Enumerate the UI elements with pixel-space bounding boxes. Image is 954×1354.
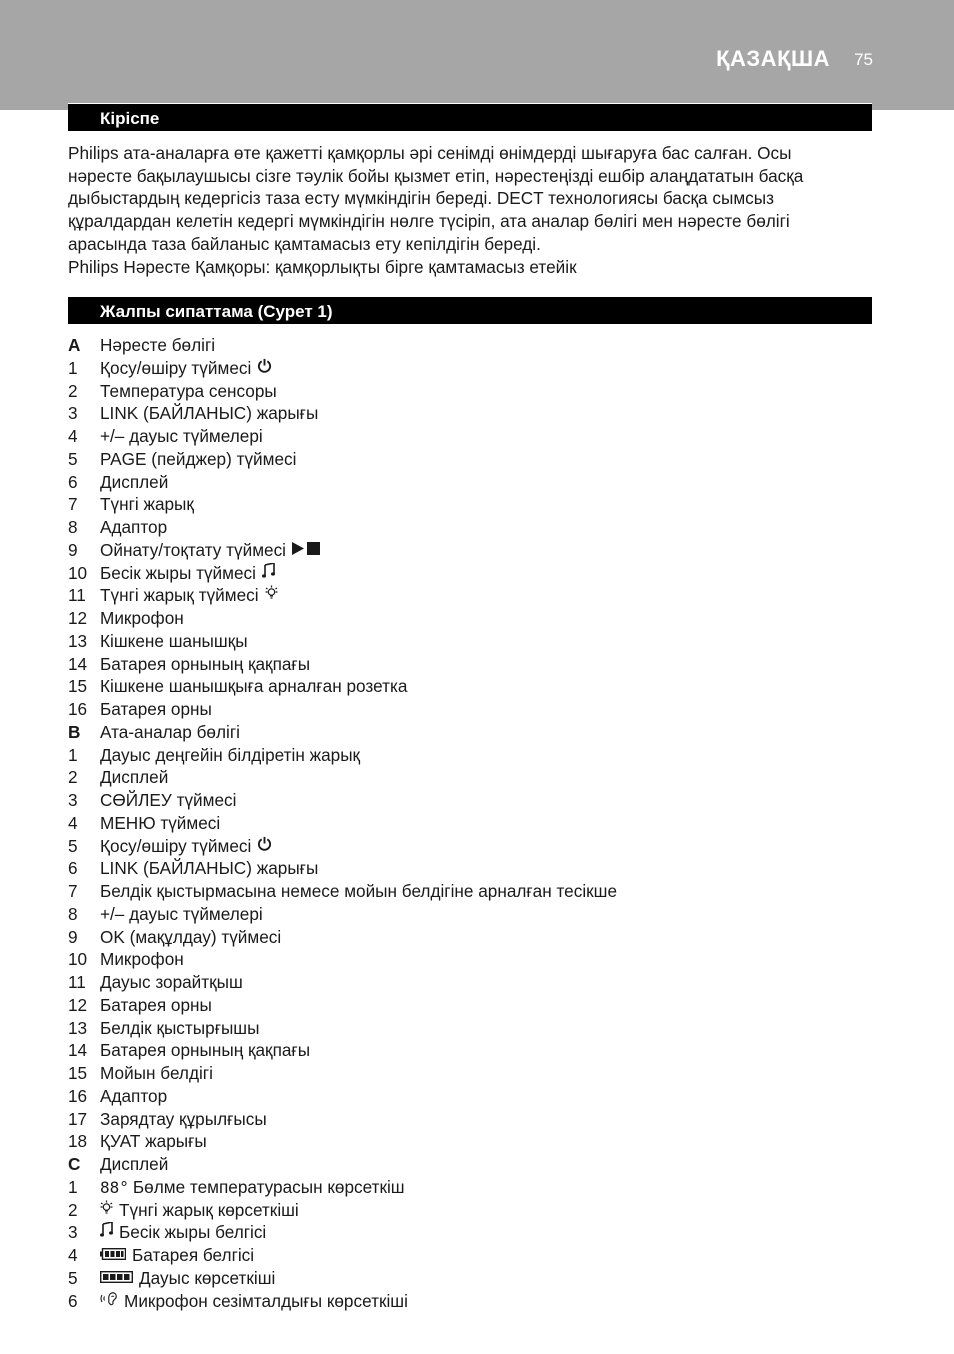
item-number: 4 <box>68 426 78 446</box>
item-number: 3 <box>68 403 78 424</box>
item-text <box>100 493 194 516</box>
item-text <box>100 380 277 403</box>
item-text <box>100 766 168 789</box>
item-label: Дауыс зорайтқыш <box>100 972 243 992</box>
section-heading-description: Жалпы сипаттама (Сурет 1) <box>68 296 872 324</box>
list-item <box>68 334 888 357</box>
item-label: +/– дауыс түймелері <box>100 903 263 924</box>
item-number: 6 <box>68 471 78 492</box>
item-label: PAGE (пейджер) түймесі <box>100 448 297 469</box>
item-number: 5 <box>68 448 78 469</box>
item-number: 16 <box>68 1085 88 1106</box>
list-item <box>68 584 888 607</box>
intro-paragraph <box>68 142 868 278</box>
item-text <box>100 994 212 1017</box>
list-item <box>68 789 888 812</box>
night-light-icon <box>100 1198 113 1221</box>
item-number: 9 <box>68 926 78 947</box>
item-text <box>100 357 272 380</box>
section-heading-intro: Кіріспе <box>68 103 872 131</box>
item-number: 17 <box>68 1108 88 1129</box>
list-item <box>68 766 888 789</box>
item-number: 4 <box>68 812 78 833</box>
group-letter: C <box>68 1154 81 1174</box>
item-label: Батарея орнының қақпағы <box>100 653 311 674</box>
item-label: СӨЙЛЕУ түймесі <box>100 790 237 810</box>
item-label: Дауыс көрсеткіші <box>139 1267 276 1288</box>
mic-sensitivity-icon <box>100 1289 118 1312</box>
item-text <box>100 698 212 721</box>
list-item <box>68 1153 888 1176</box>
item-label: Микрофон сезімталдығы көрсеткіші <box>124 1290 408 1311</box>
item-text <box>100 1199 299 1222</box>
list-item <box>68 402 888 425</box>
item-number: 1 <box>68 1176 78 1197</box>
list-item <box>68 1130 888 1153</box>
item-label: LINK (БАЙЛАНЫС) жарығы <box>100 858 319 879</box>
list-item <box>68 926 888 949</box>
item-text <box>100 1290 408 1313</box>
item-text <box>100 562 275 585</box>
item-text <box>100 1176 405 1199</box>
group-letter: B <box>68 721 81 742</box>
item-label: Дисплей <box>100 1154 169 1174</box>
item-text <box>100 1108 267 1131</box>
item-text <box>100 1267 275 1290</box>
item-text <box>100 471 168 494</box>
item-text <box>100 584 278 607</box>
list-item <box>68 857 888 880</box>
item-number: 3 <box>68 790 78 810</box>
item-label: Ата-аналар бөлігі <box>100 721 240 742</box>
item-label: +/– дауыс түймелері <box>100 426 263 446</box>
list-item <box>68 1267 888 1290</box>
item-label: Нәресте бөлігі <box>100 335 216 355</box>
item-number: 2 <box>68 767 78 788</box>
intro-line: Philips ата-аналарға өте қажетті қамқорлы әрі сенімді өнімдерді шығаруға бас салған. Осы <box>68 143 792 163</box>
list-item <box>68 1290 888 1313</box>
item-number: 6 <box>68 1290 78 1311</box>
page-number: 75 <box>854 50 873 69</box>
item-number: 9 <box>68 539 78 560</box>
item-label: OK (мақұлдау) түймесі <box>100 926 282 947</box>
item-text <box>100 812 220 835</box>
item-label: Түнгі жарық <box>100 494 194 515</box>
item-number: 2 <box>68 380 78 401</box>
item-number: 13 <box>68 630 88 651</box>
item-label: Түнгі жарық көрсеткіші <box>119 1199 299 1220</box>
list-item <box>68 880 888 903</box>
item-number: 7 <box>68 494 78 515</box>
list-item <box>68 1221 888 1244</box>
item-number: 16 <box>68 699 88 719</box>
item-text <box>100 334 215 357</box>
list-item <box>68 675 888 698</box>
item-number: 14 <box>68 653 88 674</box>
list-item <box>68 607 888 630</box>
item-text <box>100 516 167 539</box>
item-label: Адаптор <box>100 1085 168 1106</box>
item-text <box>100 653 310 676</box>
item-text <box>100 1085 167 1108</box>
list-item <box>68 903 888 926</box>
item-text <box>100 1039 310 1062</box>
item-number: 13 <box>68 1017 88 1038</box>
item-label: Дисплей <box>100 471 169 492</box>
intro-line: құралдардан келетін кедергі мүмкіндігін нөлге түсіріп, ата аналар бөлігі мен нәресте бөлігі <box>68 211 790 232</box>
list-item <box>68 448 888 471</box>
item-label: Температура сенсоры <box>100 380 277 401</box>
group-letter: A <box>68 335 81 355</box>
item-label: ҚУАТ жарығы <box>100 1131 207 1152</box>
item-number: 1 <box>68 744 78 765</box>
play-stop-icon <box>292 538 322 561</box>
temperature-icon: 88° <box>100 1177 129 1197</box>
power-icon <box>257 834 272 857</box>
item-number: 5 <box>68 1267 78 1288</box>
item-number: 11 <box>68 585 86 606</box>
list-item <box>68 812 888 835</box>
item-text <box>100 948 184 971</box>
item-text <box>100 789 236 812</box>
item-number: 7 <box>68 881 78 901</box>
item-text <box>100 744 360 767</box>
item-label: Қосу/өшіру түймесі <box>100 357 252 378</box>
item-text <box>100 1017 259 1040</box>
item-text <box>100 607 184 630</box>
list-item <box>68 721 888 744</box>
item-label: Зарядтау құрылғысы <box>100 1108 267 1129</box>
item-label: МЕНЮ түймесі <box>100 812 221 833</box>
list-item <box>68 1085 888 1108</box>
item-label: Бесік жыры түймесі <box>100 562 256 583</box>
parts-list <box>68 334 888 1312</box>
item-label: Кішкене шанышқы <box>100 630 248 651</box>
list-item <box>68 1199 888 1222</box>
list-item <box>68 1039 888 1062</box>
list-item <box>68 357 888 380</box>
item-label: Батарея орны <box>100 699 212 719</box>
item-text <box>100 1130 207 1153</box>
list-item <box>68 539 888 562</box>
item-number: 15 <box>68 1063 88 1083</box>
item-number: 10 <box>68 949 88 970</box>
list-item <box>68 425 888 448</box>
list-item <box>68 994 888 1017</box>
item-number: 10 <box>68 562 88 583</box>
list-item <box>68 1062 888 1085</box>
intro-line: дыбыстардың кедергісіз таза есту мүмкіндігін береді. DECT технологиясы басқа сымсыз <box>68 188 774 209</box>
list-item <box>68 471 888 494</box>
item-label: Белдік қыстырмасына немесе мойын белдігіне арналған тесікше <box>100 881 618 901</box>
item-text <box>100 402 318 425</box>
list-item <box>68 948 888 971</box>
item-label: LINK (БАЙЛАНЫС) жарығы <box>100 403 319 424</box>
item-text <box>100 675 407 698</box>
intro-line: арасында таза байланыс қамтамасыз ету кепілдігін береді. <box>68 233 541 254</box>
item-text <box>100 926 281 949</box>
item-number: 2 <box>68 1199 78 1220</box>
item-label: Адаптор <box>100 517 168 537</box>
list-item <box>68 380 888 403</box>
list-item <box>68 1176 888 1199</box>
item-text <box>100 539 322 562</box>
item-label: Белдік қыстырғышы <box>100 1017 260 1038</box>
list-item <box>68 835 888 858</box>
item-text <box>100 425 263 448</box>
item-number: 8 <box>68 903 78 924</box>
intro-line: Philips Нәресте Қамқоры: қамқорлықты бірге қамтамасыз етейік <box>68 256 577 277</box>
language-title: ҚАЗАҚША <box>716 46 830 71</box>
list-item <box>68 971 888 994</box>
item-label: Дауыс деңгейін білдіретін жарық <box>100 744 361 765</box>
list-item <box>68 698 888 721</box>
intro-line: нәресте бақылаушысы сізге тәулік бойы қызмет етіп, нәрестеңізді ешбір алаңдататын басқа <box>68 165 804 186</box>
item-label: Бесік жыры белгісі <box>119 1222 267 1243</box>
item-label: Батарея белгісі <box>132 1245 255 1265</box>
item-number: 1 <box>68 357 78 378</box>
list-item <box>68 493 888 516</box>
music-note-icon <box>100 1220 113 1243</box>
item-number: 12 <box>68 608 88 628</box>
item-text <box>100 880 617 903</box>
battery-icon <box>100 1243 126 1266</box>
item-text <box>100 1062 213 1085</box>
item-number: 8 <box>68 517 78 537</box>
volume-bars-icon <box>100 1266 133 1289</box>
item-number: 14 <box>68 1040 88 1061</box>
night-light-icon <box>265 583 278 606</box>
item-label: Түнгі жарық түймесі <box>100 585 259 606</box>
item-text <box>100 630 248 653</box>
list-item <box>68 653 888 676</box>
item-number: 5 <box>68 835 78 856</box>
item-label: Ойнату/тоқтату түймесі <box>100 539 286 560</box>
item-text <box>100 721 240 744</box>
item-label: Микрофон <box>100 949 184 970</box>
header-band <box>0 0 954 110</box>
item-label: Кішкене шанышқыға арналған розетка <box>100 676 408 697</box>
item-label: Микрофон <box>100 608 184 628</box>
list-item <box>68 1017 888 1040</box>
item-number: 6 <box>68 858 78 879</box>
item-label: Дисплей <box>100 767 169 788</box>
item-text <box>100 903 263 926</box>
list-item <box>68 516 888 539</box>
item-text <box>100 971 243 994</box>
item-label: Бөлме температурасын көрсеткіш <box>132 1176 405 1197</box>
item-label: Мойын белдігі <box>100 1063 213 1083</box>
item-text <box>100 857 318 880</box>
item-label: Батарея орны <box>100 994 212 1015</box>
item-text <box>100 1221 266 1244</box>
list-item <box>68 630 888 653</box>
item-text <box>100 1153 168 1176</box>
item-text <box>100 1244 254 1267</box>
list-item <box>68 1244 888 1267</box>
list-item <box>68 744 888 767</box>
item-number: 11 <box>68 972 86 992</box>
music-note-icon <box>262 561 275 584</box>
item-number: 12 <box>68 994 88 1015</box>
item-number: 3 <box>68 1222 78 1243</box>
item-number: 4 <box>68 1245 78 1265</box>
item-number: 18 <box>68 1131 88 1152</box>
list-item <box>68 562 888 585</box>
list-item <box>68 1108 888 1131</box>
item-label: Батарея орнының қақпағы <box>100 1040 311 1061</box>
item-label: Қосу/өшіру түймесі <box>100 835 252 856</box>
item-number: 15 <box>68 676 88 697</box>
item-text <box>100 835 272 858</box>
power-icon <box>257 356 272 379</box>
item-text <box>100 448 296 471</box>
